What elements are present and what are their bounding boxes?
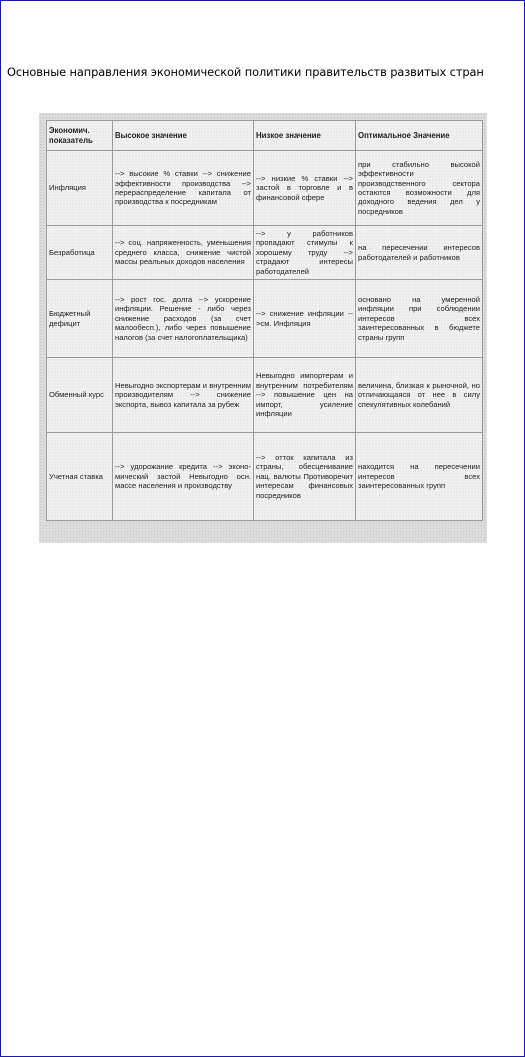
cell-optimal-value: величина, близкая к рыночной, но отличающаяся от нее в силу спекулятивных колебаний	[356, 358, 483, 433]
cell-high-value: --> высокие % ставки --> снижение эффективности производства --> перераспределение капитала от производства к посредникам	[113, 151, 254, 226]
table-row	[47, 226, 483, 280]
cell-indicator: Безработица	[47, 226, 113, 280]
table-row	[47, 358, 483, 433]
header-high-value: Высокое значение	[113, 121, 254, 151]
cell-low-value: --> отток капитала из страны, обесценивание нац. валюты Противоречит интересам финансовых посредников	[254, 433, 356, 521]
table-row	[47, 433, 483, 521]
cell-optimal-value: при стабильно высокой эффективности производственного сектора остаются возможности для доходного ведения дел у посредников	[356, 151, 483, 226]
cell-optimal-value: находится на пересечении интересов всех заинтересованных групп	[356, 433, 483, 521]
table-row	[47, 280, 483, 358]
cell-high-value: --> рост гос. долга --> ускорение инфляции. Решение - либо через снижение расходов (за счет малообесп.), либо через повышение налогов (за счет налогоплательщика)	[113, 280, 254, 358]
page-title: Основные направления экономической политики правительств развитых стран	[7, 65, 484, 79]
cell-optimal-value: на пересечении интересов работодателей и работников	[356, 226, 483, 280]
header-low-value: Низкое значение	[254, 121, 356, 151]
cell-low-value: --> низкие % ставки --> застой в торговле и в финансовой сфере	[254, 151, 356, 226]
economic-policy-table	[46, 120, 483, 521]
table-header-row	[47, 121, 483, 151]
cell-high-value: --> удорожание кредита --> эконо-мический застой Невыгодно осн. массе населения и производству	[113, 433, 254, 521]
cell-indicator: Бюджетный дефицит	[47, 280, 113, 358]
table-row	[47, 151, 483, 226]
cell-low-value: --> снижение инфляции -->см. Инфляция	[254, 280, 356, 358]
table-container	[39, 113, 487, 543]
cell-low-value: --> у работников пропадают стимулы к хорошему труду --> страдают интересы работодателей	[254, 226, 356, 280]
cell-low-value: Невыгодно импортерам и внутренним потребителям --> повышение цен на импорт, усиление инфляции	[254, 358, 356, 433]
cell-high-value: --> соц. напряженность, уменьшения среднего класса, снижение чистой массы реальных доходов населения	[113, 226, 254, 280]
cell-indicator: Инфляция	[47, 151, 113, 226]
cell-high-value: Невыгодно экспортерам и внутренним производителям --> снижение экспорта, вывоз капитала за рубеж	[113, 358, 254, 433]
header-optimal-value: Оптимальное Значение	[356, 121, 483, 151]
cell-indicator: Обменный курс	[47, 358, 113, 433]
header-indicator: Экономич. показатель	[47, 121, 113, 151]
cell-indicator: Учетная ставка	[47, 433, 113, 521]
cell-optimal-value: основано на умеренной инфляции при соблюдении интересов всех заинтересованных в бюджете страны групп	[356, 280, 483, 358]
